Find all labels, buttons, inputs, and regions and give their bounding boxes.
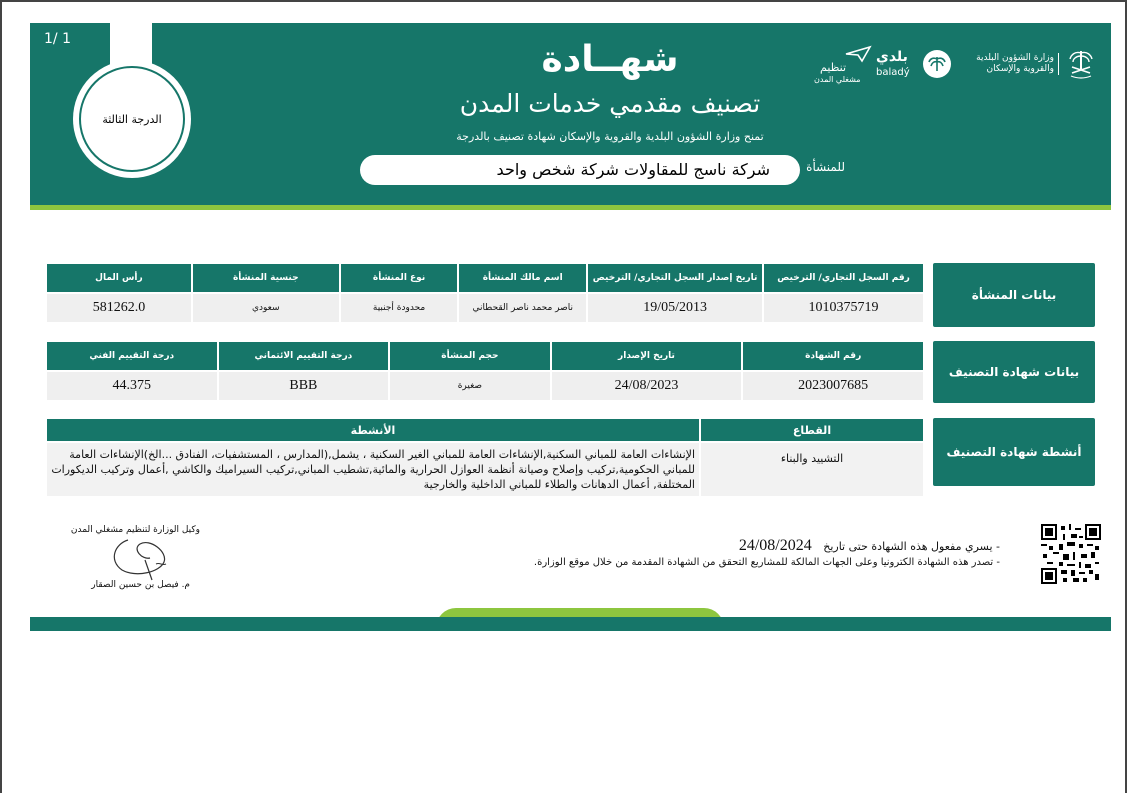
column-header: رقم السجل التجاري/ الترخيص xyxy=(764,264,923,292)
register-issue-date: 19/05/2013 xyxy=(588,294,762,322)
credit-rating: BBB xyxy=(219,372,389,400)
activities-table xyxy=(45,417,925,498)
column-header: درجة التقييم الائتماني xyxy=(219,342,389,370)
column-header: رقم الشهادة xyxy=(743,342,923,370)
commercial-register-number: 1010375719 xyxy=(764,294,923,322)
validity-date: 24/08/2024 xyxy=(738,537,812,554)
baladi-name-ar: بلدي xyxy=(876,49,908,65)
signatory-name: م. فيصل بن حسين الصقار xyxy=(91,580,190,590)
verification-notice: - تصدر هذه الشهادة الكترونيا وعلى الجهات المالكة للمشاريع التحقق من الشهادة المقدمة من خلال موقع الوزارة. xyxy=(533,557,1000,568)
ministry-name: وزارة الشؤون البلدية والقروية والإسكان xyxy=(954,53,1059,75)
page-border-top xyxy=(0,0,1127,2)
table-header-row xyxy=(47,342,923,370)
certificate-number: 2023007685 xyxy=(743,372,923,400)
column-header: تاريخ إصدار السجل التجاري/ الترخيص xyxy=(588,264,762,292)
establishment-label: للمنشأة xyxy=(806,160,845,174)
establishment-section-label: بيانات المنشأة xyxy=(933,263,1095,327)
signature-icon xyxy=(90,530,200,585)
baladi-logo xyxy=(876,47,956,83)
table-header-row xyxy=(47,264,923,292)
qr-code-icon xyxy=(1041,524,1101,584)
establishment-size: صغيرة xyxy=(390,372,549,400)
grade-seal xyxy=(73,60,191,178)
logos xyxy=(810,41,1095,91)
issue-date: 24/08/2023 xyxy=(552,372,742,400)
certificate-table xyxy=(45,340,925,402)
certificate-section-label: بيانات شهادة التصنيف xyxy=(933,341,1095,403)
palm-emblem-icon xyxy=(1067,47,1095,81)
baladi-name-en: baladý xyxy=(876,67,910,78)
column-header: نوع المنشأة xyxy=(341,264,458,292)
establishment-table xyxy=(45,262,925,324)
column-header: جنسية المنشأة xyxy=(193,264,339,292)
page-border-left xyxy=(0,0,2,793)
sector-value: التشييد والبناء xyxy=(701,443,923,496)
certificate-subtitle: تصنيف مقدمي خدمات المدن xyxy=(459,89,761,118)
validity-text: - يسري مفعول هذه الشهادة حتى تاريخ xyxy=(823,540,1000,553)
activities-value: الإنشاءات العامة للمباني السكنية,الإنشاءات العامة للمباني الغير السكنية ، يشمل,(المدارس ، المستشفيات، الفنادق ...الخ)الإنشاءات العامة للمباني الحكومية,تركيب وإصلاح وصيانة أنظمة العوازل الحرارية والمائية,تشطيب المباني,تركيب السيراميك والكاشي ,أعمال وتركيب الديكورات المختلفة, أعمال الدهانات والطلاء للمباني الداخلية والخارجية xyxy=(47,443,699,496)
header-accent-stripe xyxy=(30,205,1111,210)
establishment-nationality: سعودي xyxy=(193,294,339,322)
column-header: القطاع xyxy=(701,419,923,441)
table-row xyxy=(47,372,923,400)
certificate-header xyxy=(30,23,1111,205)
signatory-title: وكيل الوزارة لتنظيم مشغلي المدن xyxy=(70,525,200,535)
table-header-row xyxy=(47,419,923,441)
ministry-logo xyxy=(955,45,1095,85)
column-header: حجم المنشأة xyxy=(390,342,549,370)
baladi-emblem-icon xyxy=(922,49,952,79)
page-number: 1/ 1 xyxy=(44,31,71,47)
certificate-title: شهــادة xyxy=(541,39,679,80)
column-header: اسم مالك المنشأة xyxy=(459,264,586,292)
tanzeem-name: تنظيم xyxy=(820,61,847,74)
column-header: درجة التقييم الفني xyxy=(47,342,217,370)
technical-rating: 44.375 xyxy=(47,372,217,400)
table-row xyxy=(47,443,923,496)
tanzeem-logo xyxy=(810,47,870,83)
tanzeem-subtitle: مشغلي المدن xyxy=(814,75,861,84)
column-header: تاريخ الإصدار xyxy=(552,342,742,370)
owner-name: ناصر محمد ناصر القحطاني xyxy=(459,294,586,322)
table-row xyxy=(47,294,923,322)
validity-line xyxy=(520,537,1000,555)
establishment-type: محدودة أجنبية xyxy=(341,294,458,322)
certificate-description: تمنح وزارة الشؤون البلدية والقروية والإسكان شهادة تصنيف بالدرجة xyxy=(456,130,764,143)
column-header: رأس المال xyxy=(47,264,191,292)
company-name: شركة ناسج للمقاولات شركة شخص واحد xyxy=(360,155,800,185)
activities-section-label: أنشطة شهادة التصنيف xyxy=(933,418,1095,486)
footer-bar xyxy=(30,617,1111,631)
column-header: الأنشطة xyxy=(47,419,699,441)
grade-label: الدرجة الثالثة xyxy=(79,66,185,172)
paper-plane-icon xyxy=(844,45,872,63)
capital: 581262.0 xyxy=(47,294,191,322)
